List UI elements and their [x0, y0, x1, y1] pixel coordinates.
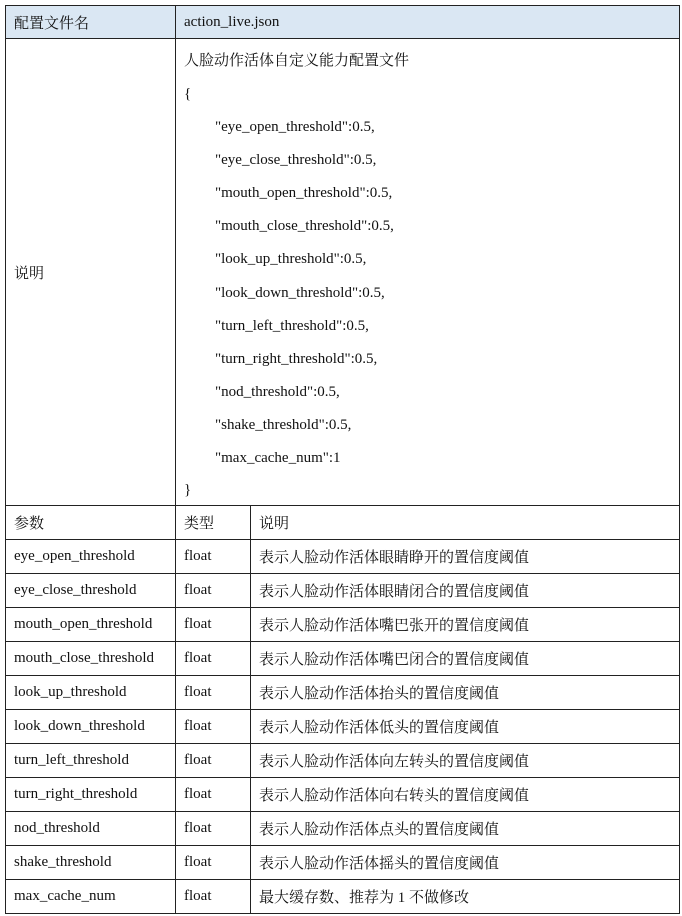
param-name: look_up_threshold — [6, 676, 176, 710]
param-type: float — [176, 676, 251, 710]
code-line: "turn_left_threshold":0.5, — [215, 317, 369, 334]
param-rows — [6, 540, 680, 914]
param-type: float — [176, 608, 251, 642]
code-line: "eye_open_threshold":0.5, — [215, 119, 375, 136]
table-row — [6, 676, 680, 710]
code-open-brace: { — [184, 86, 192, 102]
table-row — [6, 574, 680, 608]
code-line: "mouth_open_threshold":0.5, — [215, 185, 393, 202]
table-row — [6, 812, 680, 846]
config-name-value: action_live.json — [176, 6, 680, 39]
param-desc: 表示人脸动作活体向右转头的置信度阈值 — [251, 778, 680, 812]
param-name: turn_right_threshold — [6, 778, 176, 812]
description-row — [6, 39, 680, 506]
param-name: max_cache_num — [6, 880, 176, 914]
config-name-row — [6, 6, 680, 39]
param-name: shake_threshold — [6, 846, 176, 880]
table-row — [6, 880, 680, 914]
param-header-type: 类型 — [176, 506, 251, 540]
config-name-label: 配置文件名 — [6, 6, 176, 39]
table-row — [6, 744, 680, 778]
table-row — [6, 846, 680, 880]
table-row — [6, 608, 680, 642]
param-desc: 最大缓存数、推荐为 1 不做修改 — [251, 880, 680, 914]
table-row — [6, 710, 680, 744]
param-name: nod_threshold — [6, 812, 176, 846]
param-type: float — [176, 642, 251, 676]
param-desc: 表示人脸动作活体低头的置信度阈值 — [251, 710, 680, 744]
code-block — [184, 111, 679, 475]
table-row — [6, 778, 680, 812]
code-line: "shake_threshold":0.5, — [215, 416, 352, 433]
param-name: eye_open_threshold — [6, 540, 176, 574]
param-desc: 表示人脸动作活体眼睛闭合的置信度阈值 — [251, 574, 680, 608]
code-line: "look_down_threshold":0.5, — [215, 284, 385, 301]
param-header-name: 参数 — [6, 506, 176, 540]
code-close-brace: } — [184, 482, 192, 499]
code-line: "turn_right_threshold":0.5, — [215, 350, 378, 367]
param-name: mouth_close_threshold — [6, 642, 176, 676]
param-desc: 表示人脸动作活体摇头的置信度阈值 — [251, 846, 680, 880]
param-name: eye_close_threshold — [6, 574, 176, 608]
param-header-row — [6, 506, 680, 540]
param-type: float — [176, 540, 251, 574]
table-row — [6, 540, 680, 574]
param-type: float — [176, 880, 251, 914]
param-name: look_down_threshold — [6, 710, 176, 744]
param-desc: 表示人脸动作活体向左转头的置信度阈值 — [251, 744, 680, 778]
param-type: float — [176, 812, 251, 846]
param-desc: 表示人脸动作活体嘴巴张开的置信度阈值 — [251, 608, 680, 642]
param-type: float — [176, 846, 251, 880]
param-name: mouth_open_threshold — [6, 608, 176, 642]
table-row — [6, 642, 680, 676]
description-label: 说明 — [6, 39, 176, 506]
code-line: "eye_close_threshold":0.5, — [215, 152, 377, 169]
config-table — [5, 5, 680, 914]
param-desc: 表示人脸动作活体点头的置信度阈值 — [251, 812, 680, 846]
param-type: float — [176, 574, 251, 608]
code-line: "nod_threshold":0.5, — [215, 383, 340, 400]
param-desc: 表示人脸动作活体抬头的置信度阈值 — [251, 676, 680, 710]
code-line: "max_cache_num":1 — [215, 450, 341, 467]
code-line: "look_up_threshold":0.5, — [215, 251, 367, 268]
param-type: float — [176, 710, 251, 744]
param-name: turn_left_threshold — [6, 744, 176, 778]
param-header-desc: 说明 — [251, 506, 680, 540]
param-type: float — [176, 778, 251, 812]
code-line: "mouth_close_threshold":0.5, — [215, 218, 394, 235]
description-title: 人脸动作活体自定义能力配置文件 — [184, 53, 410, 69]
param-desc: 表示人脸动作活体嘴巴闭合的置信度阈值 — [251, 642, 680, 676]
param-desc: 表示人脸动作活体眼睛睁开的置信度阈值 — [251, 540, 680, 574]
param-type: float — [176, 744, 251, 778]
description-cell — [176, 39, 680, 506]
